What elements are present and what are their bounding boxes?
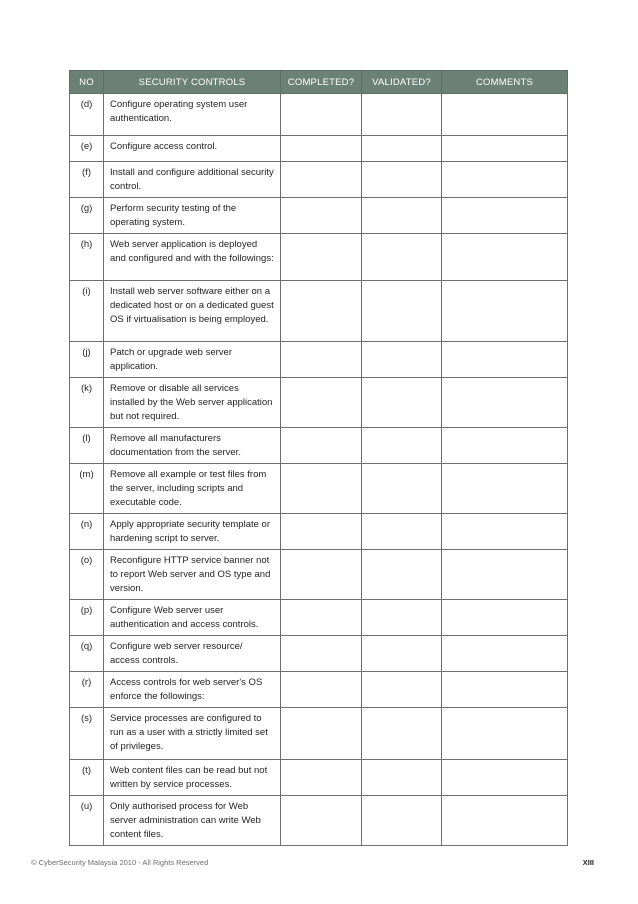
comments-cell[interactable]	[442, 162, 568, 198]
security-control-text: Perform security testing of the operating system.	[104, 198, 281, 234]
row-number: (d)	[70, 94, 104, 136]
table-row	[70, 796, 568, 846]
row-number: (m)	[70, 464, 104, 514]
completed-cell[interactable]	[281, 636, 362, 672]
row-number: (j)	[70, 342, 104, 378]
row-number: (t)	[70, 760, 104, 796]
comments-cell[interactable]	[442, 428, 568, 464]
validated-cell[interactable]	[362, 464, 442, 514]
completed-cell[interactable]	[281, 162, 362, 198]
validated-cell[interactable]	[362, 708, 442, 760]
security-control-text: Service processes are configured to run as a user with a strictly limited set of privileges.	[104, 708, 281, 760]
validated-cell[interactable]	[362, 760, 442, 796]
validated-cell[interactable]	[362, 342, 442, 378]
validated-cell[interactable]	[362, 636, 442, 672]
table-row	[70, 550, 568, 600]
security-control-text: Install web server software either on a dedicated host or on a dedicated guest OS if virtualisation is being employed.	[104, 281, 281, 342]
comments-cell[interactable]	[442, 636, 568, 672]
completed-cell[interactable]	[281, 672, 362, 708]
row-number: (u)	[70, 796, 104, 846]
table-row	[70, 636, 568, 672]
table-row	[70, 672, 568, 708]
table-row	[70, 234, 568, 281]
row-number: (i)	[70, 281, 104, 342]
comments-cell[interactable]	[442, 708, 568, 760]
row-number: (l)	[70, 428, 104, 464]
security-control-text: Configure web server resource/ access controls.	[104, 636, 281, 672]
security-control-text: Remove all example or test files from the server, including scripts and executable code.	[104, 464, 281, 514]
security-control-text: Access controls for web server's OS enforce the followings:	[104, 672, 281, 708]
validated-cell[interactable]	[362, 796, 442, 846]
comments-cell[interactable]	[442, 464, 568, 514]
completed-cell[interactable]	[281, 198, 362, 234]
table-row	[70, 136, 568, 162]
validated-cell[interactable]	[362, 428, 442, 464]
table-header-row	[70, 71, 568, 94]
comments-cell[interactable]	[442, 672, 568, 708]
table-row	[70, 94, 568, 136]
row-number: (f)	[70, 162, 104, 198]
validated-cell[interactable]	[362, 378, 442, 428]
comments-cell[interactable]	[442, 281, 568, 342]
validated-cell[interactable]	[362, 234, 442, 281]
security-control-text: Configure operating system user authentication.	[104, 94, 281, 136]
completed-cell[interactable]	[281, 708, 362, 760]
validated-cell[interactable]	[362, 600, 442, 636]
table-row	[70, 281, 568, 342]
row-number: (q)	[70, 636, 104, 672]
security-control-text: Remove or disable all services installed by the Web server application but not required.	[104, 378, 281, 428]
header-completed: COMPLETED?	[281, 71, 362, 94]
security-control-text: Only authorised process for Web server administration can write Web content files.	[104, 796, 281, 846]
table-row	[70, 428, 568, 464]
comments-cell[interactable]	[442, 600, 568, 636]
footer-copyright: © CyberSecurity Malaysia 2010 - All Rights Reserved	[31, 858, 209, 867]
security-control-text: Remove all manufacturers documentation from the server.	[104, 428, 281, 464]
validated-cell[interactable]	[362, 136, 442, 162]
security-control-text: Configure Web server user authentication and access controls.	[104, 600, 281, 636]
row-number: (o)	[70, 550, 104, 600]
completed-cell[interactable]	[281, 464, 362, 514]
table-row	[70, 464, 568, 514]
security-controls-table	[69, 70, 568, 846]
completed-cell[interactable]	[281, 760, 362, 796]
validated-cell[interactable]	[362, 94, 442, 136]
table-body	[70, 94, 568, 846]
completed-cell[interactable]	[281, 234, 362, 281]
row-number: (g)	[70, 198, 104, 234]
row-number: (s)	[70, 708, 104, 760]
table-row	[70, 378, 568, 428]
row-number: (e)	[70, 136, 104, 162]
comments-cell[interactable]	[442, 234, 568, 281]
table-row	[70, 600, 568, 636]
completed-cell[interactable]	[281, 378, 362, 428]
comments-cell[interactable]	[442, 94, 568, 136]
table-row	[70, 514, 568, 550]
comments-cell[interactable]	[442, 796, 568, 846]
validated-cell[interactable]	[362, 281, 442, 342]
header-comments: COMMENTS	[442, 71, 568, 94]
validated-cell[interactable]	[362, 514, 442, 550]
table-row	[70, 708, 568, 760]
completed-cell[interactable]	[281, 550, 362, 600]
completed-cell[interactable]	[281, 600, 362, 636]
header-no: NO	[70, 71, 104, 94]
security-control-text: Reconfigure HTTP service banner not to report Web server and OS type and version.	[104, 550, 281, 600]
row-number: (k)	[70, 378, 104, 428]
table-row	[70, 342, 568, 378]
comments-cell[interactable]	[442, 342, 568, 378]
header-security-controls: SECURITY CONTROLS	[104, 71, 281, 94]
comments-cell[interactable]	[442, 550, 568, 600]
table-row	[70, 198, 568, 234]
table-row	[70, 162, 568, 198]
validated-cell[interactable]	[362, 550, 442, 600]
completed-cell[interactable]	[281, 136, 362, 162]
page-number: XIII	[582, 858, 594, 867]
security-control-text: Apply appropriate security template or hardening script to server.	[104, 514, 281, 550]
validated-cell[interactable]	[362, 672, 442, 708]
security-control-text: Configure access control.	[104, 136, 281, 162]
completed-cell[interactable]	[281, 342, 362, 378]
completed-cell[interactable]	[281, 94, 362, 136]
comments-cell[interactable]	[442, 760, 568, 796]
security-control-text: Web server application is deployed and configured and with the followings:	[104, 234, 281, 281]
row-number: (n)	[70, 514, 104, 550]
comments-cell[interactable]	[442, 136, 568, 162]
comments-cell[interactable]	[442, 514, 568, 550]
validated-cell[interactable]	[362, 198, 442, 234]
row-number: (p)	[70, 600, 104, 636]
completed-cell[interactable]	[281, 428, 362, 464]
completed-cell[interactable]	[281, 514, 362, 550]
row-number: (h)	[70, 234, 104, 281]
comments-cell[interactable]	[442, 378, 568, 428]
header-validated: VALIDATED?	[362, 71, 442, 94]
security-control-text: Web content files can be read but not written by service processes.	[104, 760, 281, 796]
row-number: (r)	[70, 672, 104, 708]
validated-cell[interactable]	[362, 162, 442, 198]
completed-cell[interactable]	[281, 281, 362, 342]
comments-cell[interactable]	[442, 198, 568, 234]
security-control-text: Install and configure additional security control.	[104, 162, 281, 198]
security-control-text: Patch or upgrade web server application.	[104, 342, 281, 378]
completed-cell[interactable]	[281, 796, 362, 846]
table-row	[70, 760, 568, 796]
